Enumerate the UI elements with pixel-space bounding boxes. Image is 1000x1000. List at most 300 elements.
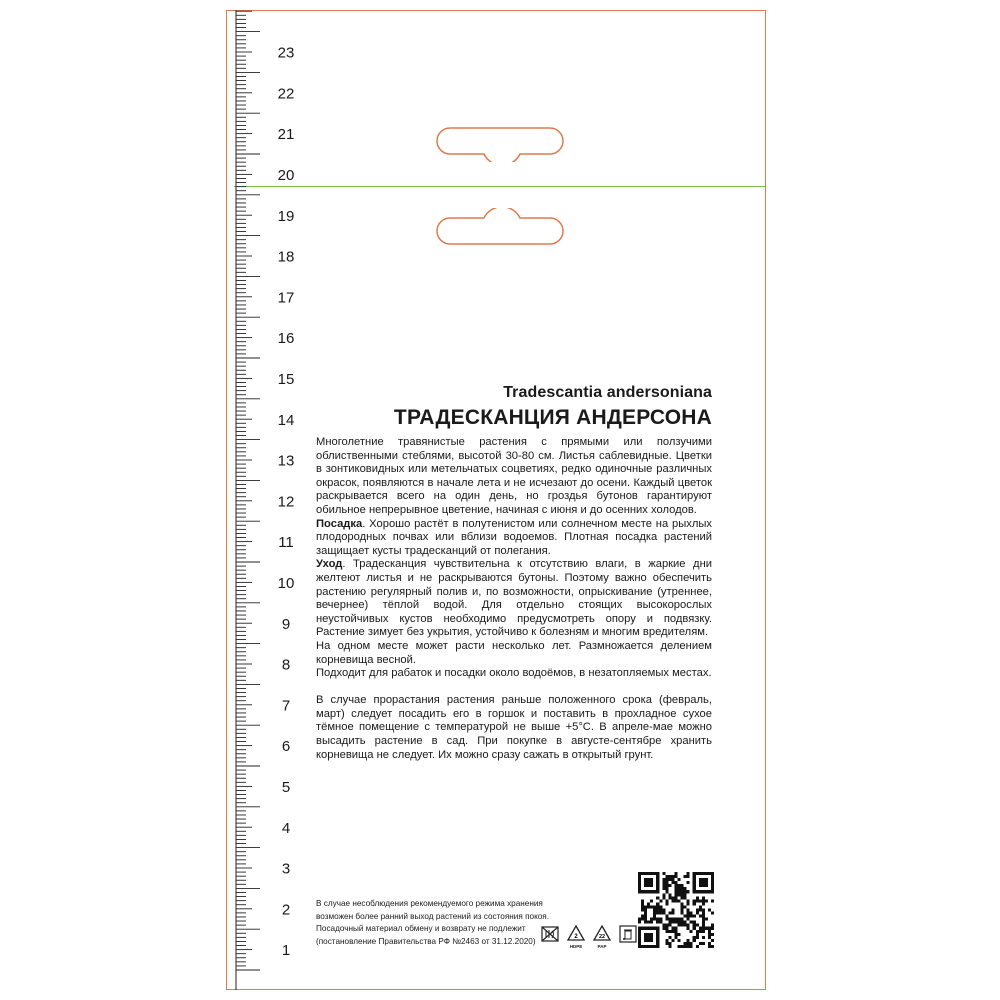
qr-module xyxy=(671,918,674,921)
qr-module xyxy=(641,927,644,930)
qr-module xyxy=(696,896,699,899)
qr-module xyxy=(650,918,653,921)
qr-module xyxy=(674,872,677,875)
qr-module xyxy=(708,945,711,948)
qr-module xyxy=(674,884,677,887)
ruler-label: 12 xyxy=(277,493,295,511)
qr-module xyxy=(656,930,659,933)
hdpe-code: 2 xyxy=(574,934,578,940)
recycling-icons xyxy=(540,924,638,950)
qr-module xyxy=(650,921,653,924)
qr-module xyxy=(687,899,690,902)
qr-module xyxy=(687,915,690,918)
qr-module xyxy=(674,890,677,893)
ruler-label: 10 xyxy=(277,575,295,592)
ruler-label: 2 xyxy=(281,901,291,919)
qr-module xyxy=(678,884,681,887)
qr-module xyxy=(687,927,690,930)
ruler-label: 15 xyxy=(277,371,295,388)
qr-module xyxy=(674,881,677,884)
qr-module xyxy=(641,905,644,908)
qr-module xyxy=(684,875,687,878)
qr-module xyxy=(684,915,687,918)
qr-module xyxy=(662,912,665,915)
qr-module xyxy=(656,912,659,915)
qr-module xyxy=(668,936,671,939)
fold-line xyxy=(234,186,766,187)
qr-module xyxy=(665,878,668,881)
qr-module xyxy=(702,936,705,939)
qr-module xyxy=(684,942,687,945)
qr-module xyxy=(644,908,647,911)
qr-module xyxy=(650,899,653,902)
qr-module xyxy=(659,905,662,908)
qr-module xyxy=(687,912,690,915)
qr-module xyxy=(711,872,714,875)
qr-module xyxy=(665,881,668,884)
qr-module xyxy=(650,872,653,875)
qr-module xyxy=(665,939,668,942)
qr-module xyxy=(681,912,684,915)
ruler-label: 1 xyxy=(281,942,291,960)
qr-module xyxy=(708,927,711,930)
qr-module xyxy=(644,912,647,915)
qr-module xyxy=(650,905,653,908)
qr-module xyxy=(653,927,656,930)
qr-module xyxy=(699,890,702,893)
qr-module xyxy=(684,890,687,893)
qr-module xyxy=(696,912,699,915)
qr-module xyxy=(693,890,696,893)
qr-module xyxy=(656,887,659,890)
qr-module xyxy=(705,918,708,921)
qr-module xyxy=(696,936,699,939)
storage-paragraph: В случае прорастания растения раньше положенного срока (февраль, март) следует посадить его в горшок и поставить в прохладное сухое тёмное помещение с температурой не выше +5°С. В апреле-мае можно высадить растение в сад. При покупке в августе-сентябре хранить корневища не следует. Их можно сразу сажать в открытый грунт. xyxy=(316,694,712,761)
qr-module xyxy=(656,936,659,939)
qr-module xyxy=(638,936,641,939)
qr-module xyxy=(711,887,714,890)
qr-module xyxy=(678,933,681,936)
qr-module xyxy=(638,942,641,945)
ruler-label: 22 xyxy=(277,85,295,103)
storage-notice xyxy=(316,898,556,948)
qr-module xyxy=(659,908,662,911)
qr-module xyxy=(647,872,650,875)
qr-module xyxy=(644,890,647,893)
qr-module xyxy=(708,890,711,893)
qr-module xyxy=(647,945,650,948)
qr-module xyxy=(671,875,674,878)
qr-module xyxy=(656,875,659,878)
qr-module xyxy=(699,908,702,911)
qr-module xyxy=(653,912,656,915)
qr-module xyxy=(687,881,690,884)
qr-module xyxy=(684,887,687,890)
qr-module xyxy=(650,881,653,884)
qr-module xyxy=(671,912,674,915)
qr-module xyxy=(638,884,641,887)
qr-module xyxy=(693,899,696,902)
qr-module xyxy=(656,918,659,921)
qr-module xyxy=(674,921,677,924)
qr-module xyxy=(662,872,665,875)
qr-module xyxy=(711,924,714,927)
hang-slot-lower xyxy=(432,208,572,248)
qr-module xyxy=(687,872,690,875)
qr-module xyxy=(702,930,705,933)
qr-module xyxy=(690,912,693,915)
qr-module xyxy=(702,878,705,881)
qr-module xyxy=(693,924,696,927)
qr-module xyxy=(681,908,684,911)
qr-module xyxy=(696,945,699,948)
qr-module xyxy=(650,936,653,939)
qr-module xyxy=(638,945,641,948)
qr-module xyxy=(702,884,705,887)
qr-module xyxy=(699,927,702,930)
description-text xyxy=(316,436,712,762)
ruler-label: 7 xyxy=(281,697,291,715)
qr-module xyxy=(665,918,668,921)
qr-module xyxy=(656,942,659,945)
qr-module xyxy=(665,899,668,902)
qr-module xyxy=(665,875,668,878)
qr-module xyxy=(678,939,681,942)
qr-module xyxy=(699,884,702,887)
qr-module xyxy=(644,918,647,921)
qr-module xyxy=(647,884,650,887)
qr-module xyxy=(656,945,659,948)
ruler-label: 21 xyxy=(277,126,295,144)
qr-module xyxy=(671,921,674,924)
recycle-hdpe-icon xyxy=(566,924,586,948)
ruler-label: 11 xyxy=(278,534,294,552)
qr-module xyxy=(708,942,711,945)
qr-module xyxy=(684,893,687,896)
qr-module xyxy=(674,936,677,939)
qr-module xyxy=(687,945,690,948)
qr-module xyxy=(668,918,671,921)
qr-module xyxy=(662,881,665,884)
notice-line-2: возможен более ранний выход растений из состояния покоя. xyxy=(316,911,550,921)
qr-module xyxy=(644,905,647,908)
qr-module xyxy=(647,890,650,893)
qr-module xyxy=(653,905,656,908)
qr-module xyxy=(647,936,650,939)
ruler-label: 18 xyxy=(277,248,295,266)
qr-module xyxy=(659,912,662,915)
qr-module xyxy=(656,896,659,899)
qr-module xyxy=(690,930,693,933)
qr-module xyxy=(681,905,684,908)
qr-module xyxy=(702,918,705,921)
qr-module xyxy=(647,939,650,942)
qr-module xyxy=(671,908,674,911)
qr-module xyxy=(693,936,696,939)
qr-module xyxy=(638,872,641,875)
qr-module xyxy=(647,921,650,924)
qr-module xyxy=(668,884,671,887)
ruler-label: 20 xyxy=(277,167,295,184)
notice-line-4: (постановление Правительства РФ №2463 от 31.12.2020) xyxy=(316,936,536,946)
qr-module xyxy=(681,945,684,948)
qr-module xyxy=(662,924,665,927)
qr-module xyxy=(638,921,641,924)
qr-module xyxy=(696,872,699,875)
qr-module xyxy=(641,945,644,948)
qr-module xyxy=(711,945,714,948)
qr-module xyxy=(644,936,647,939)
qr-module xyxy=(656,927,659,930)
qr-module xyxy=(650,927,653,930)
qr-module xyxy=(687,875,690,878)
qr-module xyxy=(656,902,659,905)
qr-module xyxy=(702,927,705,930)
intro-paragraph: Многолетние травянистые растения с прямыми или ползучими облиственными стеблями, высотой 30-80 см. Листья саблевидные. Цветки в зонтиковидных или метельчатых соцветиях, редко одиночные различных окрасок, появляются в начале лета и не исчезают до осени. Каждый цветок раскрывается всего на один день, но гроздья бутонов гарантируют обильное непрерывное цветение, начиная с июня и до осенних холодов. xyxy=(316,436,712,516)
qr-module xyxy=(659,899,662,902)
qr-module xyxy=(656,878,659,881)
recycle-paper-icon xyxy=(592,924,612,948)
qr-module xyxy=(687,918,690,921)
ruler-label: 4 xyxy=(281,819,291,837)
qr-module xyxy=(678,878,681,881)
qr-module xyxy=(665,887,668,890)
qr-module xyxy=(681,896,684,899)
qr-module xyxy=(653,890,656,893)
qr-module xyxy=(690,942,693,945)
hdpe-label: HDPE xyxy=(569,944,583,949)
qr-module xyxy=(705,881,708,884)
qr-module xyxy=(674,899,677,902)
qr-module xyxy=(674,930,677,933)
qr-module xyxy=(702,890,705,893)
qr-module xyxy=(699,899,702,902)
qr-module xyxy=(693,881,696,884)
qr-module xyxy=(678,924,681,927)
qr-module xyxy=(638,890,641,893)
qr-module xyxy=(711,890,714,893)
qr-module xyxy=(662,878,665,881)
qr-module xyxy=(699,942,702,945)
qr-module xyxy=(638,918,641,921)
qr-module xyxy=(696,890,699,893)
qr-module xyxy=(665,890,668,893)
qr-module xyxy=(668,924,671,927)
qr-module xyxy=(662,887,665,890)
qr-module xyxy=(702,915,705,918)
qr-module xyxy=(647,878,650,881)
qr-module xyxy=(690,945,693,948)
qr-module xyxy=(656,921,659,924)
qr-module xyxy=(674,887,677,890)
qr-module xyxy=(702,872,705,875)
qr-module xyxy=(681,884,684,887)
qr-module xyxy=(693,939,696,942)
qr-module xyxy=(687,908,690,911)
qr-module xyxy=(687,890,690,893)
qr-module xyxy=(702,912,705,915)
qr-module xyxy=(644,921,647,924)
qr-module xyxy=(641,899,644,902)
measuring-ruler xyxy=(226,10,306,990)
qr-module xyxy=(671,896,674,899)
qr-module xyxy=(711,927,714,930)
qr-module xyxy=(705,878,708,881)
qr-module xyxy=(641,890,644,893)
qr-module xyxy=(671,930,674,933)
qr-module xyxy=(668,878,671,881)
qr-module xyxy=(678,890,681,893)
qr-module xyxy=(708,936,711,939)
qr-module xyxy=(681,887,684,890)
ruler-label: 19 xyxy=(277,207,295,225)
qr-module xyxy=(656,939,659,942)
qr-module xyxy=(647,902,650,905)
qr-module xyxy=(711,933,714,936)
qr-module xyxy=(711,939,714,942)
qr-module xyxy=(693,887,696,890)
qr-module xyxy=(678,921,681,924)
planting-label: Посадка xyxy=(316,517,363,530)
qr-module xyxy=(702,908,705,911)
qr-module xyxy=(693,875,696,878)
ruler-label: 6 xyxy=(281,738,291,756)
care-label: Уход xyxy=(316,558,343,571)
qr-module xyxy=(711,875,714,878)
qr-code xyxy=(638,872,714,948)
qr-module xyxy=(647,881,650,884)
qr-module xyxy=(687,939,690,942)
qr-module xyxy=(656,884,659,887)
notice-line-1: В случае несоблюдения рекомендуемого режима хранения xyxy=(316,899,543,908)
qr-module xyxy=(638,933,641,936)
qr-module xyxy=(638,930,641,933)
qr-module xyxy=(681,893,684,896)
qr-module xyxy=(687,942,690,945)
qr-module xyxy=(641,915,644,918)
qr-module xyxy=(650,939,653,942)
qr-module xyxy=(705,890,708,893)
qr-module xyxy=(674,927,677,930)
qr-module xyxy=(702,921,705,924)
qr-module xyxy=(678,899,681,902)
qr-module xyxy=(662,908,665,911)
qr-module xyxy=(708,933,711,936)
qr-module xyxy=(668,945,671,948)
qr-module xyxy=(647,905,650,908)
qr-module xyxy=(641,902,644,905)
hang-slot-upper xyxy=(432,126,572,162)
qr-module xyxy=(668,930,671,933)
qr-module xyxy=(693,902,696,905)
qr-module xyxy=(647,927,650,930)
qr-module xyxy=(708,930,711,933)
qr-module xyxy=(644,927,647,930)
qr-module xyxy=(668,896,671,899)
qr-module xyxy=(659,918,662,921)
qr-module xyxy=(693,915,696,918)
qr-module xyxy=(650,878,653,881)
qr-module xyxy=(699,872,702,875)
use-paragraph: Подходит для рабаток и посадки около водоёмов, в незатопляемых местах. xyxy=(316,667,712,680)
qr-module xyxy=(665,942,668,945)
ruler-label: 14 xyxy=(277,411,295,429)
qr-module xyxy=(705,899,708,902)
qr-module xyxy=(644,878,647,881)
qr-module xyxy=(674,918,677,921)
qr-module xyxy=(705,872,708,875)
qr-module xyxy=(650,933,653,936)
qr-module xyxy=(644,872,647,875)
qr-module xyxy=(678,887,681,890)
qr-module xyxy=(711,881,714,884)
qr-module xyxy=(711,899,714,902)
paper-label: PAP xyxy=(597,944,607,949)
qr-module xyxy=(671,939,674,942)
qr-module xyxy=(671,899,674,902)
care-paragraph xyxy=(316,558,712,640)
qr-module xyxy=(665,915,668,918)
qr-module xyxy=(702,902,705,905)
qr-module xyxy=(696,924,699,927)
qr-module xyxy=(638,939,641,942)
qr-module xyxy=(674,933,677,936)
qr-module xyxy=(644,933,647,936)
qr-module xyxy=(681,921,684,924)
qr-module xyxy=(693,872,696,875)
qr-module xyxy=(638,875,641,878)
qr-module xyxy=(641,918,644,921)
qr-module xyxy=(684,896,687,899)
qr-module xyxy=(671,878,674,881)
qr-module xyxy=(705,884,708,887)
qr-module xyxy=(653,915,656,918)
qr-module xyxy=(687,924,690,927)
qr-module xyxy=(647,933,650,936)
qr-module xyxy=(702,896,705,899)
ruler-label: 17 xyxy=(277,289,295,307)
lifespan-paragraph: На одном месте может расти несколько лет. Размножается делением корневища весной. xyxy=(316,639,712,666)
qr-module xyxy=(684,945,687,948)
qr-module xyxy=(671,881,674,884)
qr-module xyxy=(665,930,668,933)
qr-module xyxy=(641,872,644,875)
qr-module xyxy=(702,899,705,902)
ruler-label: 16 xyxy=(277,330,295,348)
qr-module xyxy=(668,921,671,924)
ruler-label: 3 xyxy=(281,860,291,878)
qr-module xyxy=(678,893,681,896)
qr-module xyxy=(674,896,677,899)
qr-module xyxy=(696,930,699,933)
qr-module xyxy=(644,915,647,918)
qr-module xyxy=(653,918,656,921)
qr-module xyxy=(711,884,714,887)
qr-module xyxy=(659,921,662,924)
qr-module xyxy=(693,921,696,924)
qr-module xyxy=(699,915,702,918)
qr-module xyxy=(638,878,641,881)
qr-module xyxy=(699,878,702,881)
qr-module xyxy=(668,942,671,945)
qr-module xyxy=(684,924,687,927)
qr-module xyxy=(668,875,671,878)
planting-paragraph xyxy=(316,518,712,559)
qr-module xyxy=(650,945,653,948)
qr-module xyxy=(656,933,659,936)
qr-module xyxy=(665,924,668,927)
qr-module xyxy=(702,924,705,927)
